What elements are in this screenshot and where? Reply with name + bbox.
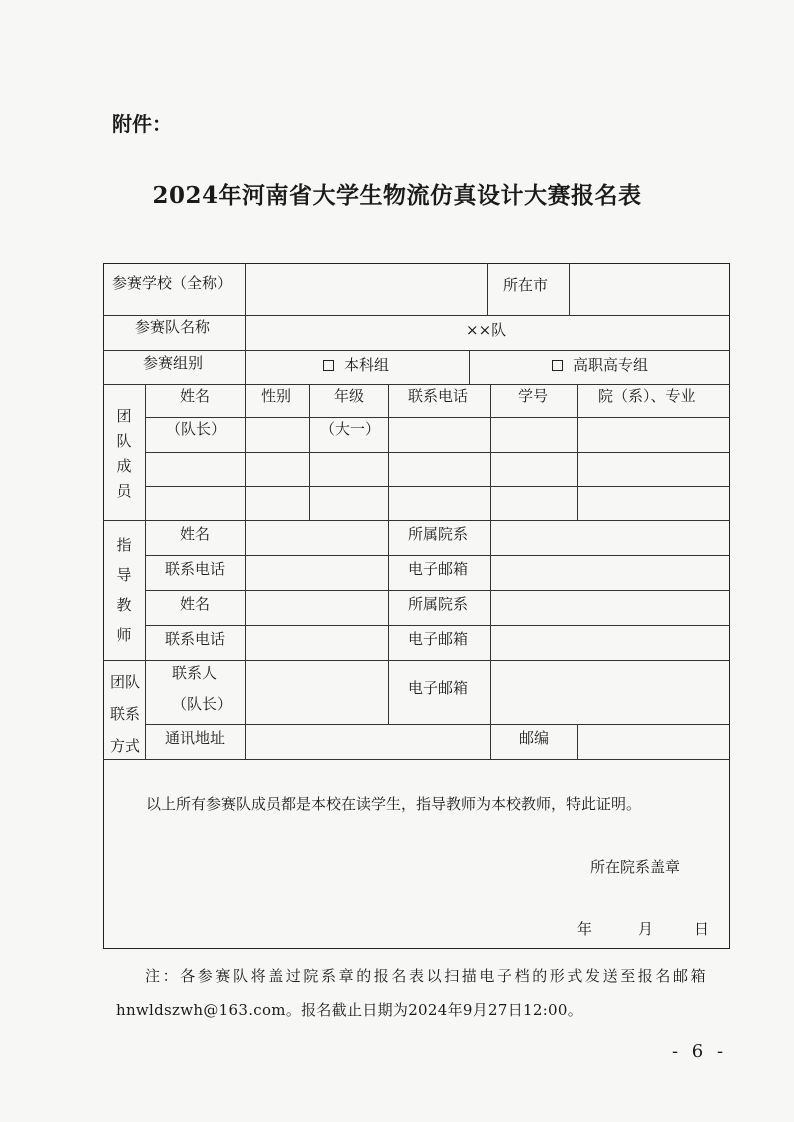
footer-note-line2: hnwldszwh@163.com。报名截止日期为2024年9月27日12:00。 — [116, 1001, 584, 1019]
table-col-divider — [145, 384, 146, 759]
table-col-divider — [490, 660, 491, 724]
advisor1-phone-label: 联系电话 — [165, 560, 226, 578]
table-row-divider — [103, 350, 730, 351]
advisor2-phone-label: 联系电话 — [165, 630, 226, 648]
table-row-divider — [145, 625, 730, 626]
table-col-divider — [490, 384, 491, 520]
table-col-divider — [388, 384, 389, 660]
city-label: 所在市 — [503, 276, 549, 294]
captain-grade-hint: （大一） — [320, 420, 381, 438]
group-label: 参赛组别 — [143, 354, 204, 372]
checkbox-icon[interactable] — [552, 360, 563, 371]
stamp-label: 所在院系盖章 — [590, 858, 681, 876]
table-col-divider — [245, 350, 246, 384]
table-row-divider — [145, 417, 730, 418]
table-row-divider — [103, 759, 730, 760]
advisor2-name-label: 姓名 — [180, 595, 211, 613]
table-col-divider — [577, 724, 578, 759]
table-col-divider — [309, 384, 310, 520]
table-col-divider — [490, 724, 491, 759]
certification-statement: 以上所有参赛队成员都是本校在读学生，指导教师为本校教师，特此证明。 — [146, 795, 642, 813]
header-phone: 联系电话 — [408, 387, 469, 405]
advisor2-email-label: 电子邮箱 — [408, 630, 469, 648]
advisor1-name-label: 姓名 — [180, 525, 211, 543]
header-gender: 性别 — [261, 387, 292, 405]
table-col-divider — [388, 660, 389, 724]
advisor2-dept-label: 所属院系 — [408, 595, 469, 613]
advisor-section-label: 指 导 教 师 — [116, 536, 132, 644]
advisor1-email-label: 电子邮箱 — [408, 560, 469, 578]
table-col-divider — [245, 263, 246, 315]
form-title: 2024年河南省大学生物流仿真设计大赛报名表 — [152, 182, 642, 209]
table-row-divider — [145, 555, 730, 556]
date-month-label: 月 — [638, 920, 654, 938]
contact-email-label: 电子邮箱 — [408, 679, 469, 697]
contact-person-label: 联系人 — [172, 664, 218, 682]
team-name-value: ××队 — [466, 321, 507, 339]
table-row-divider — [145, 486, 730, 487]
table-col-divider — [487, 263, 488, 315]
table-col-divider — [245, 384, 246, 759]
table-row-divider — [145, 590, 730, 591]
header-grade: 年级 — [334, 387, 365, 405]
table-col-divider — [569, 263, 570, 315]
table-row-divider — [145, 724, 730, 725]
page-number: - 6 - — [672, 1041, 728, 1062]
date-day-label: 日 — [694, 920, 710, 938]
header-dept-major: 院（系）、专业 — [598, 387, 696, 405]
group-option-undergrad[interactable]: 本科组 — [323, 358, 389, 373]
table-row-divider — [103, 315, 730, 316]
postcode-label: 邮编 — [519, 729, 550, 747]
table-row-divider — [103, 520, 730, 521]
table-col-divider — [245, 315, 246, 350]
date-year-label: 年 — [577, 920, 593, 938]
contact-section-label: 团队 联系 方式 — [109, 673, 140, 755]
address-label: 通讯地址 — [165, 729, 226, 747]
team-name-label: 参赛队名称 — [135, 318, 211, 336]
table-row-divider — [103, 660, 730, 661]
members-section-label: 团 队 成 员 — [116, 407, 132, 500]
group-option-vocational[interactable]: 高职高专组 — [552, 358, 648, 373]
header-student-id: 学号 — [518, 387, 549, 405]
contact-person-hint: （队长） — [172, 695, 233, 713]
table-col-divider — [577, 384, 578, 520]
checkbox-icon[interactable] — [323, 360, 334, 371]
table-col-divider — [490, 520, 491, 660]
table-row-divider — [145, 452, 730, 453]
header-name: 姓名 — [180, 387, 211, 405]
school-label: 参赛学校（全称） — [112, 274, 233, 292]
captain-name-hint: （队长） — [166, 420, 227, 438]
attachment-label: 附件： — [112, 112, 172, 136]
footer-note-line1: 注：各参赛队将盖过院系章的报名表以扫描电子档的形式发送至报名邮箱 — [145, 967, 709, 985]
advisor1-dept-label: 所属院系 — [408, 525, 469, 543]
table-row-divider — [103, 384, 730, 385]
table-col-divider — [469, 350, 470, 384]
